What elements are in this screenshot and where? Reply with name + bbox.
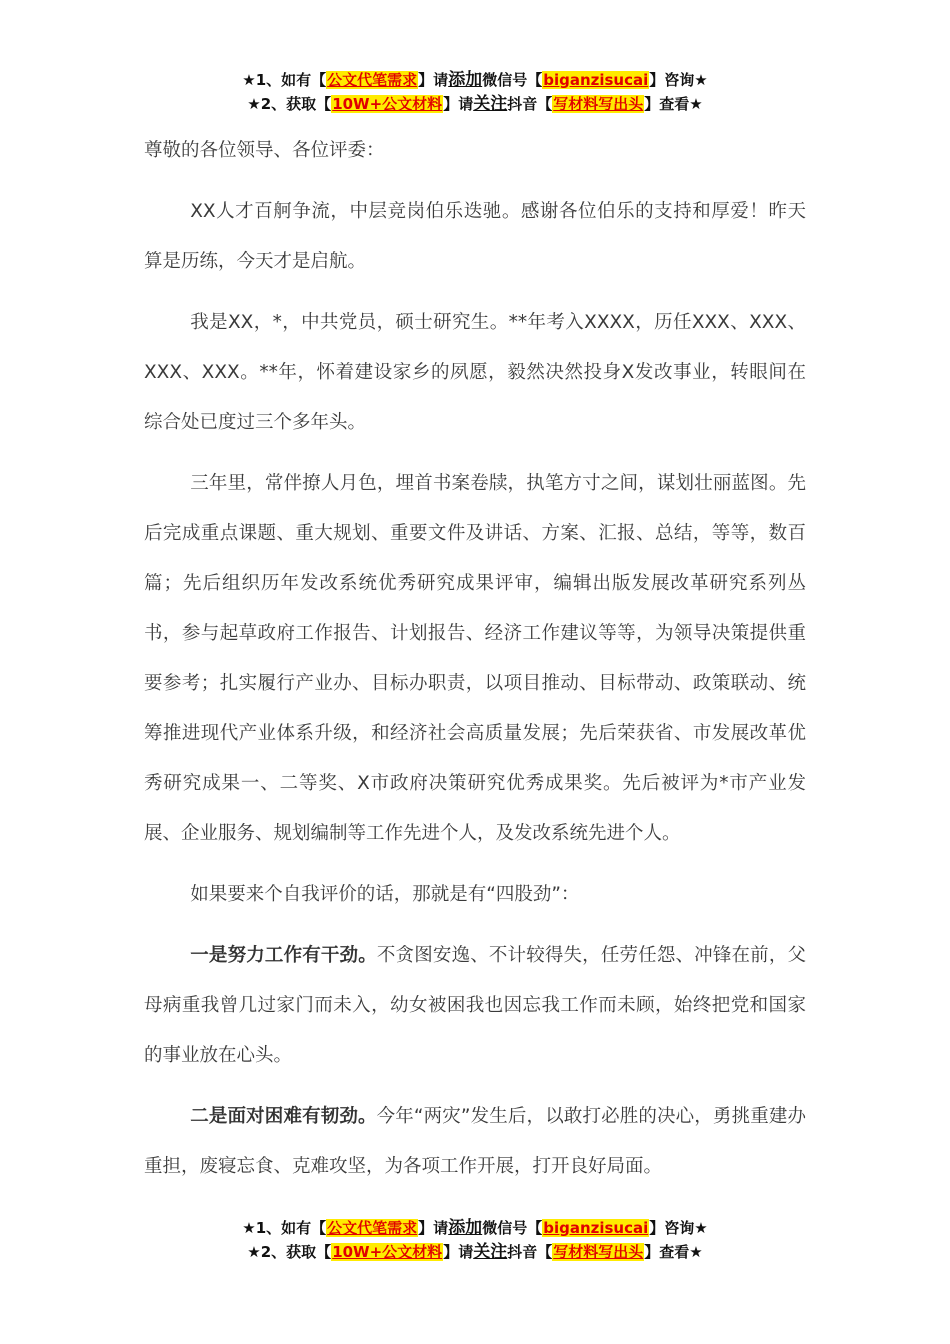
point-two-text: 今年“两灾”发生后，以敢打必胜的决心，勇挑重建办重担，废寝忘食、克难攻坚，为各项工作开展，打开良好局面。 — [144, 1106, 806, 1177]
promo-highlight-douyin: 写材料写出头 — [553, 1243, 644, 1261]
point-one-text: 不贪图安逸、不计较得失，任劳任怨、冲锋在前，父母病重我曾几过家门而未入，幼女被困我也因忘我工作而未顾，始终把党和国家的事业放在心头。 — [144, 945, 806, 1066]
point-one-heading: 一是努力工作有干劲。 — [190, 945, 377, 966]
promo-highlight-materials: 10W+公文材料 — [332, 1243, 443, 1261]
promo-banner-bottom — [0, 1216, 950, 1264]
promo-line-2: ★2、获取【10W+公文材料】请关注抖音【写材料写出头】查看★ — [247, 94, 703, 114]
promo-highlight-wechat-id: biganzisucai — [543, 71, 649, 89]
paragraph-introduction: 我是XX，*，中共党员，硕士研究生。**年考入XXXX，历任XXX、XXX、XXX、XXX。**年，怀着建设家乡的夙愿，毅然决然投身X发改事业，转眼间在综合处已度过三个多年头。 — [144, 312, 806, 433]
paragraph-self-evaluation: 如果要来个自我评价的话，那就是有“四股劲”： — [190, 884, 580, 905]
document-body — [144, 126, 806, 1203]
promo-highlight-wechat-id: biganzisucai — [543, 1219, 649, 1237]
promo-line-1: ★1、如有【公文代笔需求】请添加微信号【biganzisucai】咨询★ — [242, 1218, 708, 1238]
promo-highlight-service: 公文代笔需求 — [327, 71, 418, 89]
promo-line-1: ★1、如有【公文代笔需求】请添加微信号【biganzisucai】咨询★ — [242, 70, 708, 90]
promo-highlight-materials: 10W+公文材料 — [332, 95, 443, 113]
promo-highlight-douyin: 写材料写出头 — [553, 95, 644, 113]
promo-highlight-service: 公文代笔需求 — [327, 1219, 418, 1237]
paragraph-achievements: 三年里，常伴撩人月色，埋首书案卷牍，执笔方寸之间，谋划壮丽蓝图。先后完成重点课题、重大规划、重要文件及讲话、方案、汇报、总结，等等，数百篇；先后组织历年发改系统优秀研究成果评审，编辑出版发展改革研究系列丛书，参与起草政府工作报告、计划报告、经济工作建议等等，为领导决策提供重要参考；扎实履行产业办、目标办职责，以项目推动、目标带动、政策联动、统筹推进现代产业体系升级，和经济社会高质量发展；先后荣获省、市发展改革优秀研究成果一、二等奖、X市政府决策研究优秀成果奖。先后被评为*市产业发展、企业服务、规划编制等工作先进个人，及发改系统先进个人。 — [144, 473, 806, 844]
promo-banner-top — [0, 68, 950, 116]
paragraph-opening: XX人才百舸争流，中层竞岗伯乐迭驰。感谢各位伯乐的支持和厚爱！昨天算是历练，今天才是启航。 — [144, 201, 806, 272]
point-two-heading: 二是面对困难有韧劲。 — [190, 1106, 377, 1127]
salutation: 尊敬的各位领导、各位评委： — [144, 140, 385, 161]
paragraph-point-one — [144, 931, 806, 1081]
promo-line-2: ★2、获取【10W+公文材料】请关注抖音【写材料写出头】查看★ — [247, 1242, 703, 1262]
paragraph-point-two — [144, 1092, 806, 1192]
